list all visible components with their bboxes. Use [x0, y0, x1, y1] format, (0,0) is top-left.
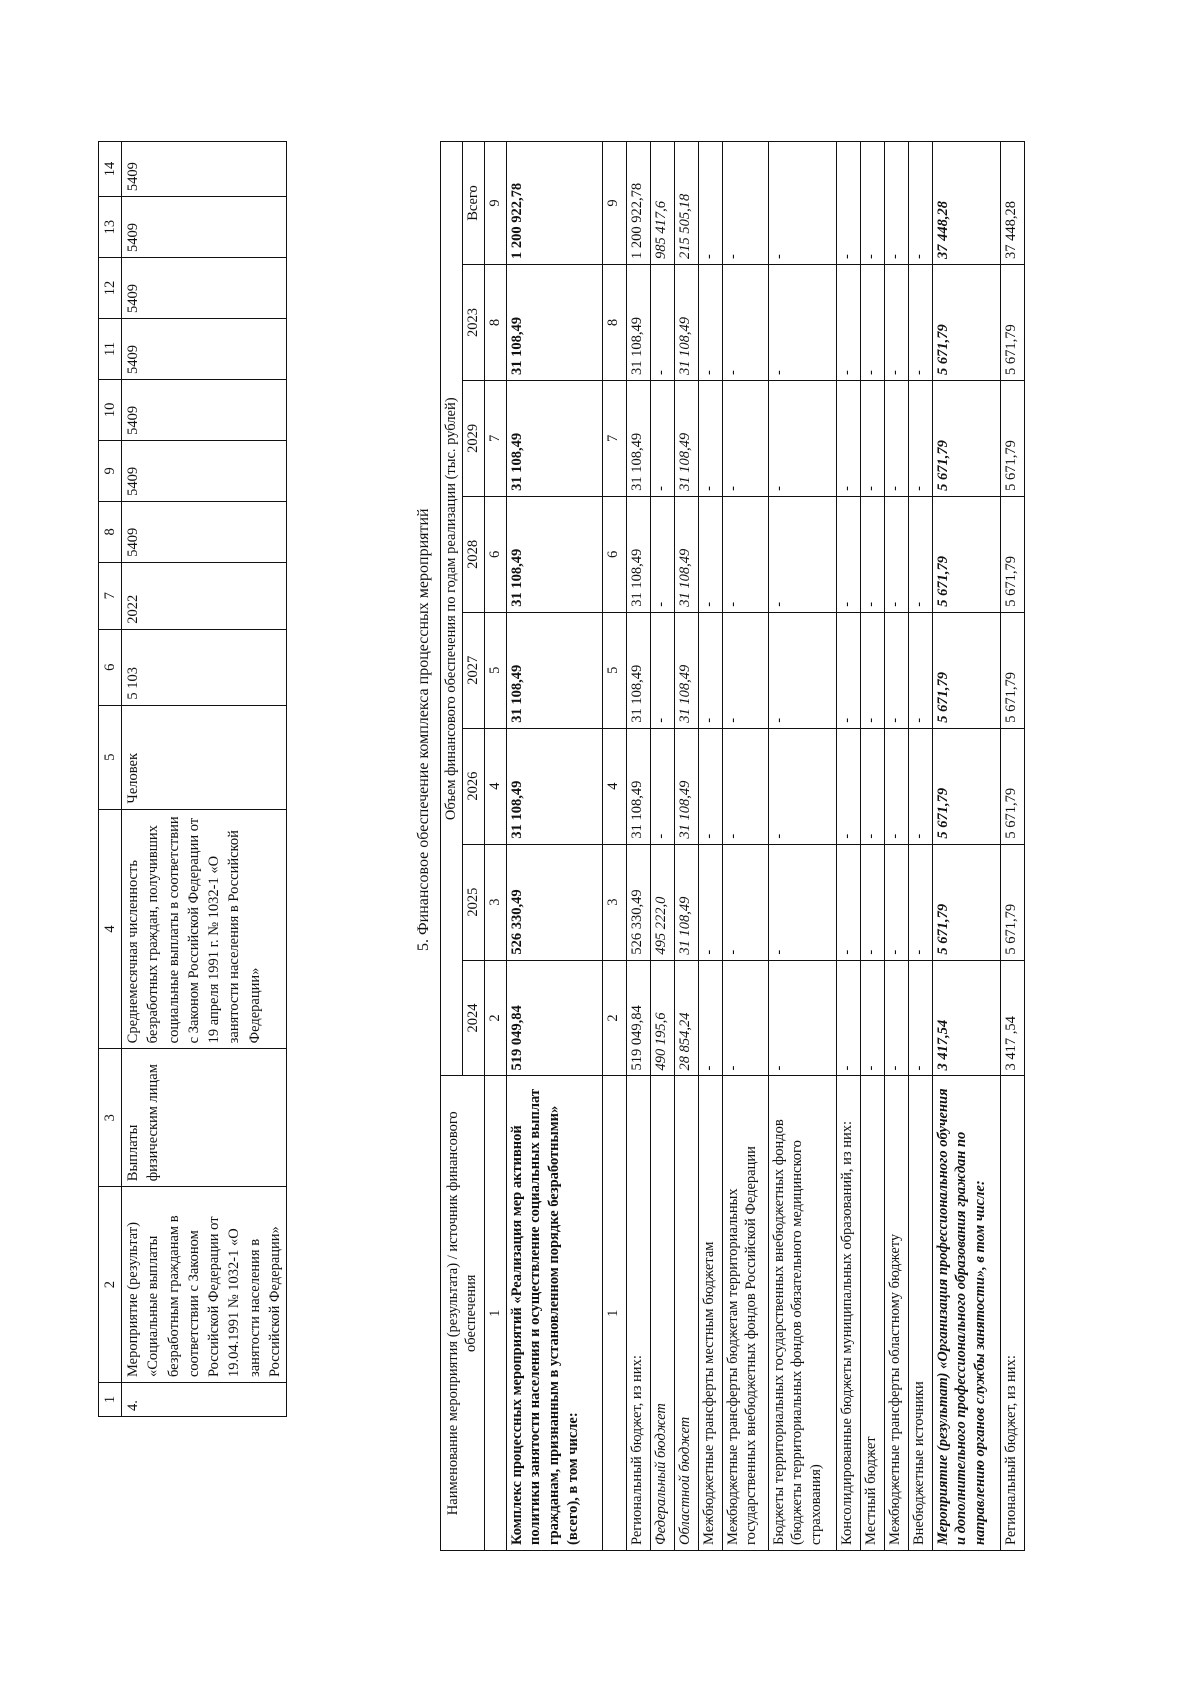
- row-value: 37 448,28: [1000, 142, 1024, 265]
- finance-row: [836, 142, 860, 1551]
- row-value: -: [884, 142, 908, 265]
- finance-row: [506, 142, 602, 1551]
- year-header: 2029: [462, 380, 484, 496]
- row-value: -: [884, 265, 908, 381]
- row-value: -: [722, 380, 768, 496]
- row-label: Региональный бюджет, из них:: [626, 1076, 650, 1551]
- row-label: Бюджеты территориальных государственных внебюджетных фондов (бюджеты территориальных фондов обязательного медицинского страхования): [768, 1076, 836, 1551]
- row-value: -: [698, 728, 722, 844]
- row-value: -: [908, 265, 932, 381]
- row-value: -: [698, 265, 722, 381]
- col-number: 6: [484, 496, 506, 612]
- row-label: Федеральный бюджет: [650, 1076, 674, 1551]
- row-value: 31 108,49: [626, 265, 650, 381]
- row-value: 31 108,49: [626, 496, 650, 612]
- col-number: 4: [484, 728, 506, 844]
- finance-row: [650, 142, 674, 1551]
- row-value: 28 854,24: [674, 960, 698, 1076]
- row-label: Комплекс процессных мероприятий «Реализация мер активной политики занятости населения и осуществление социальных выплат гражданам, признанным в установленном порядке безработными» (всего), в том числе:: [506, 1076, 602, 1551]
- col-number: 3: [99, 1049, 122, 1187]
- row-value: -: [698, 612, 722, 728]
- row-value: 31 108,49: [674, 612, 698, 728]
- row-value: -: [698, 960, 722, 1076]
- finance-row: [602, 142, 626, 1551]
- row-value: -: [768, 844, 836, 960]
- year-value: 5409: [122, 142, 287, 197]
- row-value: 31 108,49: [506, 612, 602, 728]
- row-value: 4: [602, 728, 626, 844]
- row-value: -: [860, 496, 884, 612]
- row-value: 3: [602, 844, 626, 960]
- row-value: -: [836, 728, 860, 844]
- finance-row: [1000, 142, 1024, 1551]
- col-number: 6: [99, 629, 122, 705]
- row-value: 5 671,79: [932, 728, 1000, 844]
- indicators-table: [98, 141, 287, 1417]
- row-value: 2: [602, 960, 626, 1076]
- col-number: 5: [99, 705, 122, 809]
- row-value: -: [698, 844, 722, 960]
- row-label: 1: [602, 1076, 626, 1551]
- row-value: -: [722, 612, 768, 728]
- event-name: Мероприятие (результат) «Социальные выплаты безработным гражданам в соответствии с Законом Российской Федерации от 19.04.1991 № 1032-1 «О занятости населения в Российской Федерации»: [122, 1187, 287, 1383]
- year-header: 2024: [462, 960, 484, 1076]
- year-header: 2028: [462, 496, 484, 612]
- indicators-header-row: [99, 142, 122, 1417]
- row-value: -: [908, 844, 932, 960]
- row-value: -: [860, 380, 884, 496]
- row-label: Мероприятие (результат) «Организация профессионального обучения и дополнительного профессионального образования граждан по направлению органов службы занятости», в том числе:: [932, 1076, 1000, 1551]
- col-number: 9: [484, 142, 506, 265]
- finance-table: [440, 141, 1025, 1551]
- row-value: 5 671,79: [932, 496, 1000, 612]
- row-value: 490 195,6: [650, 960, 674, 1076]
- year-header: 2025: [462, 844, 484, 960]
- year-value: 5409: [122, 318, 287, 379]
- event-type: Выплаты физическим лицам: [122, 1049, 287, 1187]
- row-value: -: [860, 728, 884, 844]
- row-value: 31 108,49: [626, 612, 650, 728]
- row-value: 31 108,49: [506, 380, 602, 496]
- row-value: -: [908, 380, 932, 496]
- row-value: -: [884, 728, 908, 844]
- row-label: Региональный бюджет, из них:: [1000, 1076, 1024, 1551]
- row-value: -: [836, 612, 860, 728]
- row-value: 5 671,79: [1000, 728, 1024, 844]
- finance-row: [932, 142, 1000, 1551]
- year-value: 5409: [122, 440, 287, 501]
- year-header: 2023: [462, 265, 484, 381]
- year-value: 5409: [122, 501, 287, 562]
- col-number: 14: [99, 142, 122, 197]
- finance-row: [626, 142, 650, 1551]
- row-value: -: [768, 496, 836, 612]
- row-value: 31 108,49: [626, 380, 650, 496]
- row-value: -: [860, 844, 884, 960]
- row-value: -: [768, 380, 836, 496]
- row-value: 5 671,79: [932, 265, 1000, 381]
- row-value: 31 108,49: [674, 728, 698, 844]
- row-value: 5 671,79: [1000, 496, 1024, 612]
- row-value: -: [908, 960, 932, 1076]
- row-value: -: [698, 496, 722, 612]
- year-value: 5409: [122, 258, 287, 319]
- row-value: 5 671,79: [932, 844, 1000, 960]
- col-number: 5: [484, 612, 506, 728]
- row-label: Консолидированные бюджеты муниципальных образований, из них:: [836, 1076, 860, 1551]
- row-value: 31 108,49: [674, 496, 698, 612]
- col-number: 11: [99, 318, 122, 379]
- row-value: 1 200 922,78: [506, 142, 602, 265]
- col-number: 3: [484, 844, 506, 960]
- row-value: -: [698, 380, 722, 496]
- finance-row: [908, 142, 932, 1551]
- row-value: -: [722, 265, 768, 381]
- year-header: 2026: [462, 728, 484, 844]
- row-value: -: [908, 612, 932, 728]
- row-value: -: [768, 142, 836, 265]
- row-value: -: [908, 496, 932, 612]
- row-value: -: [860, 960, 884, 1076]
- year-value: 5409: [122, 379, 287, 440]
- row-label: Межбюджетные трансферты областному бюджету: [884, 1076, 908, 1551]
- col-number: 4: [99, 809, 122, 1049]
- row-value: -: [884, 496, 908, 612]
- row-value: -: [650, 265, 674, 381]
- col-number: 2: [484, 960, 506, 1076]
- finance-row: [698, 142, 722, 1551]
- col-number: 7: [99, 562, 122, 629]
- finance-row: [768, 142, 836, 1551]
- year-header: Всего: [462, 142, 484, 265]
- row-value: 3 417,54: [932, 960, 1000, 1076]
- row-value: 526 330,49: [506, 844, 602, 960]
- row-value: -: [836, 265, 860, 381]
- name-header: Наименование мероприятия (результата) / источник финансового обеспечения: [441, 1076, 485, 1551]
- row-label: Внебюджетные источники: [908, 1076, 932, 1551]
- column-numbers-row: [484, 142, 506, 1551]
- row-value: -: [650, 612, 674, 728]
- row-value: 37 448,28: [932, 142, 1000, 265]
- row-value: -: [884, 380, 908, 496]
- base-value: 5 103: [122, 629, 287, 705]
- row-value: 495 222,0: [650, 844, 674, 960]
- col-number: 8: [484, 265, 506, 381]
- row-value: 1 200 922,78: [626, 142, 650, 265]
- finance-header-row: [441, 142, 463, 1551]
- row-value: 5 671,79: [1000, 380, 1024, 496]
- row-value: -: [722, 960, 768, 1076]
- row-value: -: [836, 960, 860, 1076]
- row-value: 5 671,79: [1000, 844, 1024, 960]
- finance-row: [722, 142, 768, 1551]
- row-value: 31 108,49: [674, 380, 698, 496]
- indicator-name: Среднемесячная численность безработных граждан, получивших социальные выплаты в соответствии с Законом Российской Федерации от 19 апреля 1991 г. № 1032-1 «О занятости населения в Российской Федерации»: [122, 809, 287, 1049]
- col-number: 1: [99, 1383, 122, 1417]
- section-title: 5. Финансовое обеспечение комплекса процессных мероприятий: [415, 508, 432, 951]
- row-value: 5 671,79: [1000, 612, 1024, 728]
- row-value: 5 671,79: [932, 612, 1000, 728]
- row-value: -: [908, 142, 932, 265]
- row-value: -: [860, 265, 884, 381]
- row-value: 31 108,49: [674, 844, 698, 960]
- row-value: -: [768, 728, 836, 844]
- unit: Человек: [122, 705, 287, 809]
- row-value: -: [650, 728, 674, 844]
- row-value: -: [836, 844, 860, 960]
- row-value: 8: [602, 265, 626, 381]
- row-value: 5: [602, 612, 626, 728]
- row-value: -: [884, 612, 908, 728]
- finance-row: [860, 142, 884, 1551]
- row-value: -: [836, 142, 860, 265]
- row-value: -: [722, 728, 768, 844]
- row-value: 31 108,49: [674, 265, 698, 381]
- row-value: -: [650, 496, 674, 612]
- row-value: 519 049,84: [626, 960, 650, 1076]
- row-value: 31 108,49: [506, 496, 602, 612]
- row-value: 31 108,49: [626, 728, 650, 844]
- row-value: -: [908, 728, 932, 844]
- row-value: 9: [602, 142, 626, 265]
- row-value: -: [768, 265, 836, 381]
- col-number: 9: [99, 440, 122, 501]
- row-label: Межбюджетные трансферты бюджетам территориальных государственных внебюджетных фондов Российской Федерации: [722, 1076, 768, 1551]
- col-number: 10: [99, 379, 122, 440]
- finance-row: [884, 142, 908, 1551]
- row-value: -: [836, 380, 860, 496]
- row-value: 5 671,79: [932, 380, 1000, 496]
- indicator-row: [122, 142, 287, 1417]
- row-value: -: [884, 844, 908, 960]
- base-year: 2022: [122, 562, 287, 629]
- row-value: -: [860, 612, 884, 728]
- row-value: 3 417 ,54: [1000, 960, 1024, 1076]
- col-number: 12: [99, 258, 122, 319]
- row-value: -: [722, 844, 768, 960]
- row-value: -: [650, 380, 674, 496]
- col-number: 7: [484, 380, 506, 496]
- row-label: Межбюджетные трансферты местным бюджетам: [698, 1076, 722, 1551]
- year-value: 5409: [122, 197, 287, 258]
- row-value: 7: [602, 380, 626, 496]
- volume-header: Объем финансового обеспечения по годам реализации (тыс. рублей): [441, 142, 463, 1077]
- row-value: -: [884, 960, 908, 1076]
- col-number: 13: [99, 197, 122, 258]
- row-value: -: [698, 142, 722, 265]
- row-value: -: [836, 496, 860, 612]
- row-value: -: [722, 496, 768, 612]
- year-header: 2027: [462, 612, 484, 728]
- row-value: 985 417,6: [650, 142, 674, 265]
- row-value: -: [768, 960, 836, 1076]
- row-number: 4.: [122, 1383, 287, 1417]
- row-value: 31 108,49: [506, 265, 602, 381]
- row-label: Областной бюджет: [674, 1076, 698, 1551]
- row-value: 6: [602, 496, 626, 612]
- col-number: 1: [484, 1076, 506, 1551]
- row-label: Местный бюджет: [860, 1076, 884, 1551]
- row-value: 519 049,84: [506, 960, 602, 1076]
- col-number: 2: [99, 1187, 122, 1383]
- row-value: 31 108,49: [506, 728, 602, 844]
- finance-row: [674, 142, 698, 1551]
- row-value: -: [768, 612, 836, 728]
- row-value: -: [722, 142, 768, 265]
- col-number: 8: [99, 501, 122, 562]
- row-value: 526 330,49: [626, 844, 650, 960]
- row-value: -: [860, 142, 884, 265]
- row-value: 215 505,18: [674, 142, 698, 265]
- row-value: 5 671,79: [1000, 265, 1024, 381]
